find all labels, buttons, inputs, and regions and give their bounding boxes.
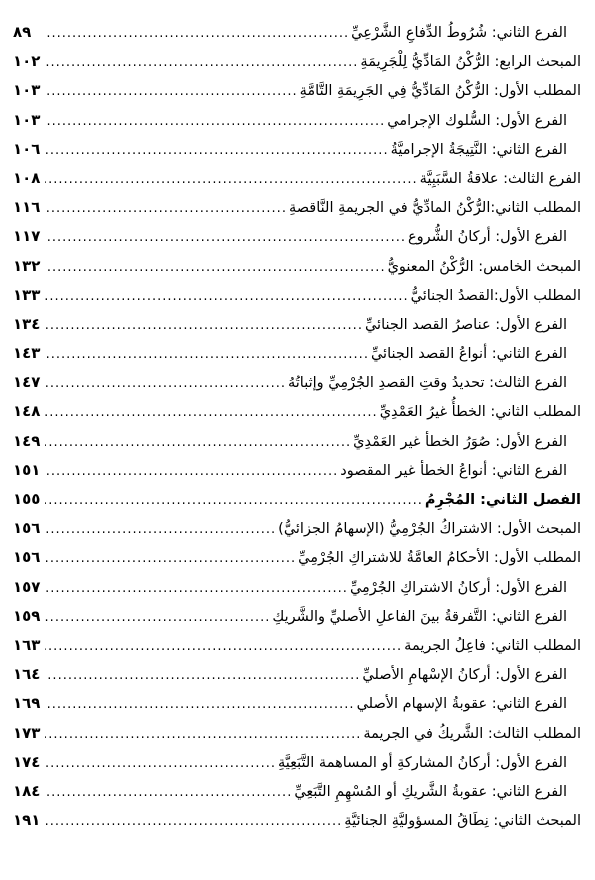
dot-leader [45, 778, 292, 807]
toc-entry-title: الفرع الثاني: أنواعُ القصد الجنائيِّ [370, 346, 567, 363]
toc-entry-page-number: ١٠٨ [13, 168, 41, 187]
dot-leader [45, 107, 385, 136]
toc-entry-title: المطلب الأول: الأحكامُ العامَّةُ للاشتراكِ الجُرْمِيِّ [298, 550, 581, 567]
toc-entry-page-number: ١٦٤ [13, 665, 41, 684]
toc-entry-page-number: ١٠٦ [13, 139, 41, 158]
dot-leader [45, 720, 361, 749]
toc-entry-title: الفرع الثاني: عقوبةُ الشَّريكِ أو المُسْهِمِ التَّبَعِيِّ [294, 783, 567, 800]
toc-entry[interactable] [0, 514, 595, 543]
toc-entry-title: المطلب الثاني:الرُّكْنُ المادِّيُّ في الجريمةِ النَّاقصةِ [288, 200, 581, 217]
dot-leader [45, 632, 402, 661]
toc-entry[interactable] [0, 135, 595, 164]
toc-entry[interactable] [0, 18, 595, 47]
toc-entry-title: الفرع الثاني: أنواعُ الخطأ غير المقصود [340, 462, 567, 479]
toc-entry-title: الفرع الثاني: عقوبةُ الإسهام الأصلي [356, 696, 567, 713]
toc-entry-page-number: ١٥٩ [13, 606, 41, 625]
toc-entry-title: الفرع الأول: أركانُ المشاركةِ أو المساهمة التَّبَعِيَّةِ [277, 754, 567, 771]
toc-entry-page-number: ١٠٣ [13, 81, 41, 100]
toc-entry[interactable] [0, 806, 595, 835]
toc-entry-page-number: ١٣٣ [13, 285, 41, 304]
toc-entry-page-number: ١٦٩ [13, 694, 41, 713]
toc-entry[interactable] [0, 602, 595, 631]
toc-entry[interactable] [0, 76, 595, 105]
toc-entry-title: الفرع الأول: صُوَرُ الخطأ غير العَمْدِيِّ [353, 433, 567, 450]
toc-entry[interactable] [0, 281, 595, 310]
toc-entry-page-number: ١٤٧ [13, 373, 41, 392]
toc-entry-page-number: ١٥٥ [13, 490, 41, 508]
dot-leader [45, 807, 342, 836]
toc-entry-page-number: ١٦٣ [13, 635, 41, 654]
toc-entry-page-number: ١٣٢ [13, 256, 41, 275]
dot-leader [45, 574, 348, 603]
toc-entry-page-number: ١٤٣ [13, 344, 41, 363]
toc-entry-page-number: ١٥٧ [13, 577, 41, 596]
toc-entry-page-number: ١٧٣ [13, 723, 41, 742]
toc-entry-page-number: ١٣٤ [13, 314, 41, 333]
toc-entry[interactable] [0, 164, 595, 193]
dot-leader [45, 661, 360, 690]
toc-entry[interactable] [0, 427, 595, 456]
toc-entry-title: الفرع الثاني: شُرُوطُ الدِّفاعِ الشَّرْعِيِّ [351, 25, 567, 41]
toc-entry-page-number: ١٥١ [13, 460, 41, 479]
dot-leader [45, 398, 378, 427]
toc-entry-title: الفرع الأول: أركانُ الإسْهامِ الأصليِّ [362, 667, 567, 684]
toc-entry-title: الفرع الأول: عناصرُ القصد الجنائيِّ [364, 316, 567, 333]
toc-entry-title: الفرع الثالث: تحديدُ وقتِ القصدِ الجُرْمِيِّ وإثباتُهُ [288, 375, 567, 392]
dot-leader [45, 311, 363, 340]
toc-entry-title: المطلب الثالث: الشَّريكُ في الجريمة [363, 725, 581, 742]
toc-entry-title: الفرع الأول: أركانُ الاشتراكِ الجُرْمِيِّ [349, 579, 567, 596]
toc-entry[interactable] [0, 543, 595, 572]
dot-leader [45, 428, 351, 457]
toc-entry[interactable] [0, 47, 595, 76]
toc-entry[interactable] [0, 748, 595, 777]
dot-leader [45, 457, 338, 486]
dot-leader [45, 194, 287, 223]
toc-entry-page-number: ١٧٤ [13, 752, 41, 771]
dot-leader [45, 749, 276, 778]
dot-leader [45, 223, 406, 252]
toc-entry-page-number: ١٥٦ [13, 519, 41, 538]
toc-entry-title: المبحث الثاني: نِطَاقُ المسؤوليَّةِ الجنائيَّةِ [344, 813, 581, 830]
toc-entry[interactable] [0, 106, 595, 135]
toc-entry[interactable] [0, 689, 595, 718]
dot-leader [45, 486, 423, 515]
toc-entry[interactable] [0, 193, 595, 222]
toc-entry-title: المطلب الثاني: الخطأُ غيرُ العَمْدِيِّ [379, 404, 581, 421]
toc-entry-title: المبحث الخامس: الرُّكْنُ المعنويُّ [387, 258, 581, 275]
toc-entry-title: الفرع الثالث: علاقةُ السَّبَبِيَّة [419, 170, 581, 187]
toc-entry-title: المطلب الثاني: فاعِلُ الجريمة [404, 637, 581, 654]
dot-leader [45, 369, 286, 398]
toc-entry-page-number: ١١٦ [13, 198, 41, 217]
toc-entry[interactable] [0, 310, 595, 339]
toc-entry-title: المبحث الرابع: الرُّكْنُ المَادِّيُّ لِلْجَرِيمَةِ [360, 54, 581, 71]
dot-leader [45, 282, 409, 311]
dot-leader [45, 603, 270, 632]
dot-leader [45, 48, 358, 77]
toc-entry-title: المطلب الأول:القصدُ الجنائيُّ [410, 287, 581, 304]
table-of-contents [0, 18, 595, 835]
toc-entry[interactable] [0, 339, 595, 368]
toc-entry-page-number: ١٠٣ [13, 110, 41, 129]
toc-entry[interactable] [0, 222, 595, 251]
toc-entry-page-number: ١٨٤ [13, 781, 41, 800]
dot-leader [45, 77, 298, 106]
dot-leader [45, 515, 276, 544]
toc-entry-page-number: ١٥٦ [13, 548, 41, 567]
dot-leader [45, 544, 296, 573]
toc-entry-title: المبحث الأول: الاشتراكُ الجُرْمِيُّ (الإسهامُ الجزائيُّ) [278, 521, 581, 538]
toc-entry[interactable] [0, 777, 595, 806]
toc-entry[interactable] [0, 397, 595, 426]
toc-entry[interactable] [0, 485, 595, 514]
toc-entry-page-number: ١٤٨ [13, 402, 41, 421]
dot-leader [45, 690, 355, 719]
toc-entry[interactable] [0, 252, 595, 281]
toc-entry-title: الفصل الثاني: المُجْرِمُ [424, 492, 581, 508]
toc-entry[interactable] [0, 368, 595, 397]
toc-entry[interactable] [0, 456, 595, 485]
toc-entry-title: المطلب الأول: الرُّكْنُ المَادِّيُّ فِي الجَرِيمَةِ التَّامَّةِ [299, 83, 581, 100]
toc-entry[interactable] [0, 573, 595, 602]
toc-entry-page-number: ٨٩ [13, 23, 32, 41]
dot-leader [45, 136, 389, 165]
toc-entry[interactable] [0, 660, 595, 689]
toc-entry-page-number: ١٤٩ [13, 431, 41, 450]
dot-leader [45, 340, 369, 369]
toc-entry-title: الفرع الأول: أركانُ الشُّروع [407, 229, 567, 246]
toc-entry-title: الفرع الثاني: التَّفرقةُ بينَ الفاعلِ الأصليِّ والشَّريكِ [272, 608, 567, 625]
toc-entry-page-number: ١١٧ [13, 227, 41, 246]
toc-entry[interactable] [0, 719, 595, 748]
toc-entry-title: الفرع الأول: السُّلوك الإجرامي [387, 112, 567, 129]
toc-entry-page-number: ١٩١ [13, 811, 41, 830]
toc-entry[interactable] [0, 631, 595, 660]
toc-entry-title: الفرع الثاني: النَّتِيجَةُ الإجراميَّةُ [390, 141, 567, 158]
toc-entry-page-number: ١٠٢ [13, 52, 41, 71]
dot-leader [45, 165, 418, 194]
dot-leader [45, 19, 349, 48]
dot-leader [45, 253, 386, 282]
